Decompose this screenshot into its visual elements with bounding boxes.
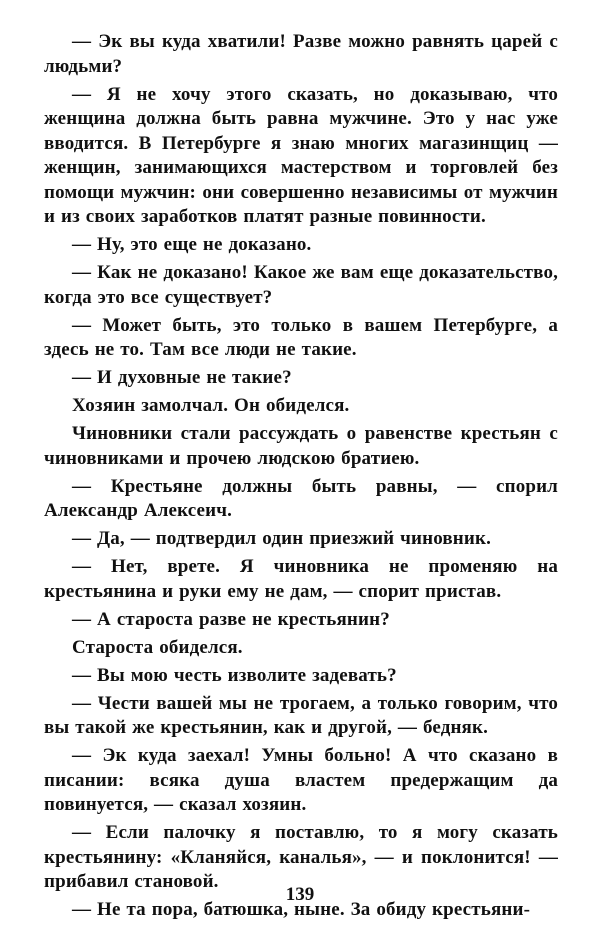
paragraph-16: — Эк куда заехал! Умны больно! А что сказано в писании: всяка душа властем предержащим да повинуется, — сказал хозяин.	[44, 745, 558, 815]
paragraph-13: Староста обиделся.	[72, 636, 243, 658]
paragraph-11: — Нет, врете. Я чиновника не променяю на крестьянина и руки ему не дам, — спорит пристав.	[44, 556, 558, 602]
page-number: 139	[285, 884, 315, 905]
paragraph-10: — Да, — подтвердил один приезжий чиновник.	[72, 528, 491, 549]
paragraph-4: — Как не доказано! Какое же вам еще доказательство, когда это все существует?	[44, 262, 558, 308]
paragraph-15: — Чести вашей мы не трогаем, а только говорим, что вы такой же крестьянин, как и другой, — бедняк.	[44, 692, 558, 738]
paragraph-14: — Вы мою честь изволите задевать?	[72, 664, 397, 686]
paragraph-5: — Может быть, это только в вашем Петербурге, а здесь не то. Там все люди не такие.	[44, 314, 558, 360]
paragraph-3: — Ну, это еще не доказано.	[72, 234, 312, 255]
page-text	[44, 30, 558, 926]
paragraph-9: — Крестьяне должны быть равны, — спорил Александр Алексеич.	[44, 475, 558, 521]
paragraph-8: Чиновники стали рассуждать о равенстве крестьян с чиновниками и прочею людскою братиею.	[44, 423, 558, 469]
paragraph-7: Хозяин замолчал. Он обиделся.	[72, 395, 350, 416]
paragraph-18: — Не та пора, батюшка, ныне. За обиду крестьяни-	[72, 899, 531, 920]
paragraph-6: — И духовные не такие?	[72, 367, 292, 388]
paragraph-1: — Эк вы куда хватили! Разве можно равнять царей с людьми?	[44, 31, 558, 77]
paragraph-12: — А староста разве не крестьянин?	[72, 608, 390, 630]
paragraph-17: — Если палочку я поставлю, то я могу сказать крестьянину: «Кланяйся, каналья», — и поклонится! — прибавил становой.	[44, 822, 558, 892]
paragraph-2: — Я не хочу этого сказать, но доказываю, что женщина должна быть равна мужчине. Это у нас уже вводится. В Петербурге я знаю многих магазинщиц — женщин, занимающихся мастерством и торговлей без помощи мужчин: они совершенно независимы от мужчин и из своих заработков платят разные повинности.	[44, 83, 558, 227]
